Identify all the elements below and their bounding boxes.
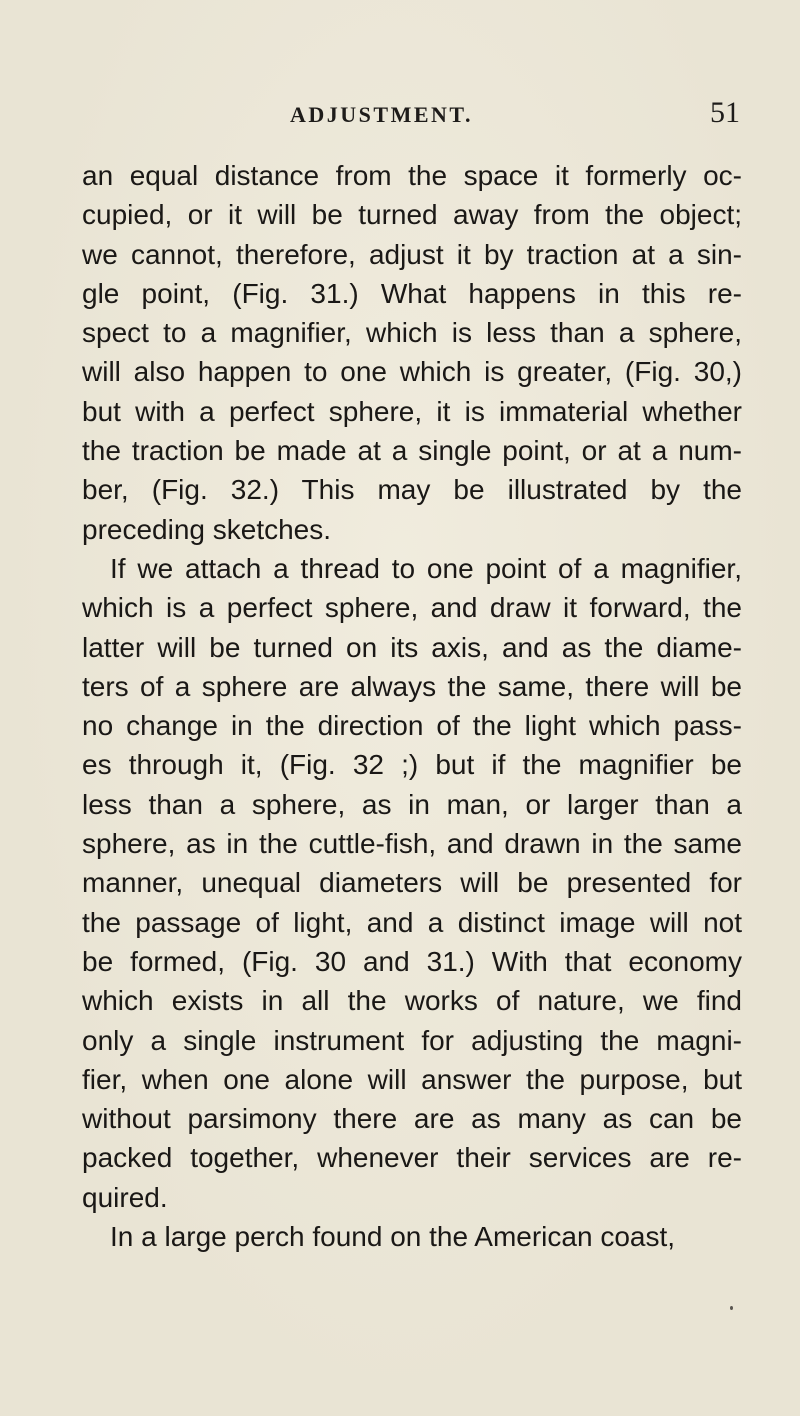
text-line: which exists in all the works of nature, we find [82,985,742,1017]
text-line: preceding sketches. [82,513,332,545]
text-line: ber, (Fig. 32.) This may be illustrated by the [82,474,742,506]
ink-speck [730,1306,733,1310]
text-line: spect to a magnifier, which is less than a sphere, [82,317,742,349]
running-head [290,96,740,140]
text-line: es through it, (Fig. 32 ;) but if the magnifier be [82,749,742,781]
text-line: which is a perfect sphere, and draw it forward, the [82,592,742,624]
text-line: be formed, (Fig. 30 and 31.) With that economy [82,945,742,977]
text-line: cupied, or it will be turned away from the object; [82,199,742,231]
text-line: If we attach a thread to one point of a magnifier, [110,552,742,584]
text-line: the passage of light, and a distinct image will not [82,906,742,938]
running-title: ADJUSTMENT. [290,102,473,127]
text-line: but with a perfect sphere, it is immaterial whether [82,395,742,427]
text-line: fier, when one alone will answer the purpose, but [82,1063,742,1095]
text-line: we cannot, therefore, adjust it by traction at a sin- [82,238,742,270]
body-text [82,156,742,1256]
text-line: manner, unequal diameters will be presented for [82,867,742,899]
text-line: gle point, (Fig. 31.) What happens in this re- [82,277,742,309]
text-line: quired. [82,1181,168,1213]
text-line: without parsimony there are as many as can be [82,1103,742,1135]
text-line: an equal distance from the space it formerly oc- [82,160,742,191]
text-line: no change in the direction of the light which pass- [82,710,742,742]
text-line: less than a sphere, as in man, or larger than a [82,788,742,820]
text-line: packed together, whenever their services are re- [82,1142,742,1174]
text-line: In a large perch found on the American coast, [110,1221,676,1253]
text-line: will also happen to one which is greater, (Fig. 30,) [82,356,742,388]
text-line: sphere, as in the cuttle-fish, and drawn in the same [82,828,742,860]
text-line: only a single instrument for adjusting the magni- [82,1024,742,1056]
text-line: latter will be turned on its axis, and as the diame- [82,631,742,663]
page-number: 51 [710,96,740,129]
text-line: the traction be made at a single point, or at a num- [82,435,742,467]
text-line: ters of a sphere are always the same, there will be [82,670,742,702]
